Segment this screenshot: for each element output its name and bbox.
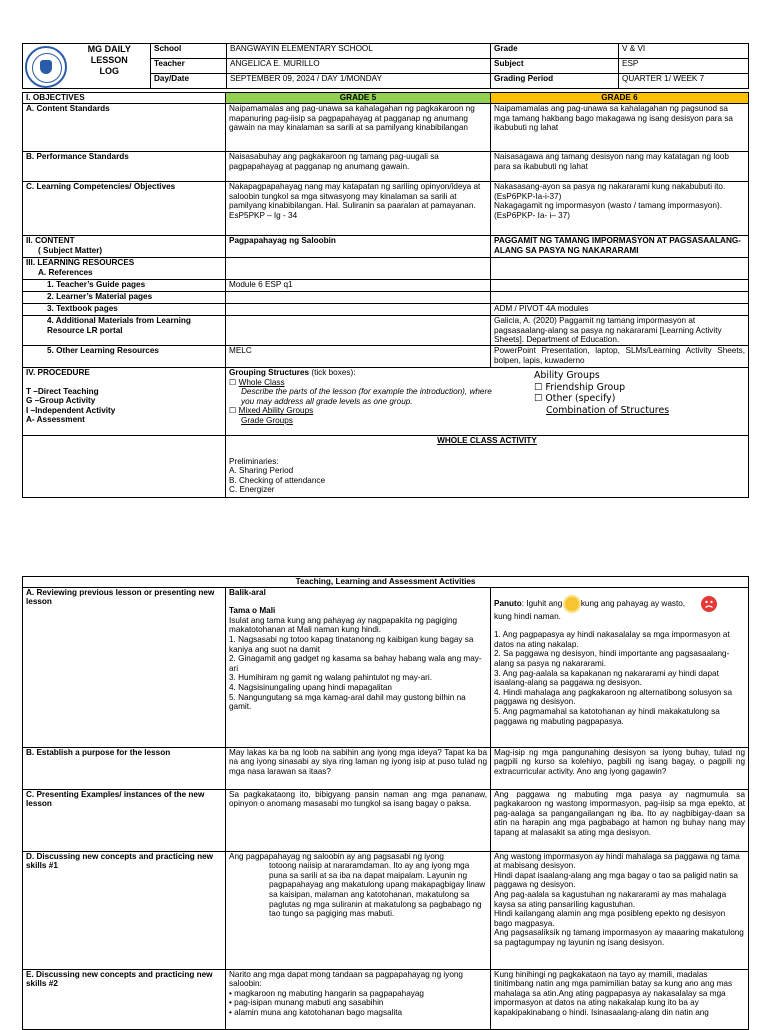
date-label: Day/Date (151, 74, 227, 89)
school-value: BANGWAYIN ELEMENTARY SCHOOL (227, 44, 491, 59)
activities-title: Teaching, Learning and Assessment Activities (23, 577, 749, 588)
resources-label: III. LEARNING RESOURCES (26, 258, 135, 267)
legend-group-activity: G –Group Activity (26, 396, 96, 406)
row-b-g6: Mag-isip ng mga pangunahing desisyon sa iyong buhay, tulad ng pagpili ng kurso sa kolehiyo, pagbili ng isang bagay, o pagpili ng extracurricular activity. Ano ang iyong gagawin? (491, 747, 749, 789)
checkbox-icon[interactable]: ☐ (229, 406, 237, 416)
teachers-guide-g5: Module 6 ESP q1 (226, 280, 491, 292)
row-d-g5-rest: totoong naiisip at nararamdaman. Ito ay ang iyong mga puna sa sarili at sa iba na dapat maipalam. Layunin ng pagpapahayag ang makatulong upang makapagbigay linaw sa kaisipan, malaman ang katotohanan, makatulong sa paglutas ng mga suliranin at makatulong sa pagbabago ng tao tungo sa pagiging mas mabuti. (269, 861, 486, 919)
empty-procedure-cell (23, 436, 226, 498)
mixed-ability-option: Mixed Ability Groups (238, 406, 314, 416)
row-c-g6: Ang paggawa ng mabuting mga pasya ay nagmumula sa pagkakaroon ng wastong impormasyon, pag-iisip sa mga epekto, at pag-aalaga sa pangangailangan ng iba. Ito ay nagbibigay-daan sa atin na harapin ang mga pagbabago at hamon ng buhay nang may tapang at malasakit sa ating mga desisyon. (491, 789, 749, 851)
additional-materials-label: 4. Additional Materials from Learning Resource LR portal (23, 316, 226, 346)
dll-title (69, 44, 151, 89)
procedure-label: IV. PROCEDURE (26, 368, 90, 377)
content-standards-g5: Naipamamalas ang pag-unawa sa kahalagahan ng pagkakaroon ng mapanuring pag-iisip sa pagpapahayag at pagganap ng anumang gawain na may kinalaman sa sarili at sa pamilyang kinabibilangan (226, 104, 491, 152)
whole-class-option: Whole Class (238, 377, 285, 387)
other-resources-g6: PowerPoint Presentation, laptop, SLMs/Learning Activity Sheets, bolpen, lapis, kuwaderno (491, 346, 749, 368)
additional-materials-g5 (226, 316, 491, 346)
row-a-label: A. Reviewing previous lesson or presenting new lesson (23, 587, 226, 747)
content-g5: Pagpapahayag ng Saloobin (226, 236, 491, 258)
row-d-label: D. Discussing new concepts and practicing new skills #1 (23, 851, 226, 969)
school-label: School (151, 44, 227, 59)
list-item: Ang wastong impormasyon ay hindi mahalaga sa paggawa ng tama at mabisang desisyon. (494, 851, 740, 871)
combination-option: Combination of Structures (546, 404, 670, 416)
performance-standards-label: B. Performance Standards (23, 152, 226, 182)
checkbox-icon[interactable]: ☐ (534, 393, 543, 404)
row-b-g5: May lakas ka ba ng loob na sabihin ang iyong mga ideya? Tapat ka ba na ang iyong sinasabi ay siya ring laman ng iyong isip at puso tulad ng mga nasa larawan sa itaas? (226, 747, 491, 789)
list-item: 3. Ang pag-aalala sa kapakanan ng nakararami ay hindi dapat isaalang-alang sa paggawa ng desisyon. (494, 668, 719, 688)
activities-table (22, 576, 749, 1030)
preliminaries-label: Preliminaries: (229, 456, 279, 466)
whole-class-activity-cell (226, 436, 749, 498)
legend-assessment: A- Assessment (26, 415, 85, 425)
panuto-label: Panuto (494, 598, 522, 608)
other-resources-label: 5. Other Learning Resources (23, 346, 226, 368)
deped-logo-cell (23, 44, 69, 89)
row-b-label: B. Establish a purpose for the lesson (23, 747, 226, 789)
list-item: 5. Ang pagmamahal sa katotohanan ay hindi makakatulong sa paggawa ng mabuting pagpapasya. (494, 706, 720, 726)
list-item: 3. Humihiram ng gamit ng walang pahintulot ng may-ari. (229, 673, 432, 683)
grading-period-value: QUARTER 1/ WEEK 7 (619, 74, 749, 89)
row-e-g5-intro: Narito ang mga dapat mong tandaan sa pagpapahayag ng iyong saloobin: (229, 969, 463, 989)
sad-face-icon (701, 596, 717, 612)
checkbox-icon[interactable]: ☐ (534, 381, 543, 393)
panuto-text-c: kung hindi naman. (494, 611, 561, 621)
row-d-g6 (491, 851, 749, 969)
grouping-title: Grouping Structures (229, 368, 310, 377)
row-e-g5 (226, 969, 491, 1029)
teachers-guide-g6 (491, 280, 749, 292)
list-item: 1. Ang pagpapasya ay hindi nakasalalay sa mga impormasyon at datos na ating nakalap. (494, 630, 730, 649)
learners-material-g5 (226, 292, 491, 304)
list-item: Hindi kailangang alamin ang mga posibleng epekto ng desisyon bago magpasya. (494, 909, 726, 928)
objectives-table (22, 92, 749, 498)
content-label: II. CONTENT (26, 236, 75, 245)
competencies-label: C. Learning Competencies/ Objectives (23, 182, 226, 236)
resources-g5 (226, 258, 491, 280)
row-c-g5: Sa pagkakataong ito, bibigyang pansin naman ang mga pananaw, opinyon o anomang masasabi mo tungkol sa isang bagay o paksa. (226, 789, 491, 851)
row-a-g5 (226, 587, 491, 747)
friendship-group-option: Friendship Group (545, 381, 626, 393)
row-c-label: C. Presenting Examples/ instances of the new lesson (23, 789, 226, 851)
grouping-options-right (534, 370, 669, 416)
competency-g6-a: Nakasasang-ayon sa pasya ng nakararami kung nakabubuti ito. (EsP6PKP-Ia-i-37) (494, 182, 726, 201)
content-sub-label: ( Subject Matter) (38, 245, 103, 255)
list-item: 2. Ginagamit ang gadget ng kasama sa bahay habang wala ang may-ari (229, 654, 482, 673)
performance-standards-g5: Naisasabuhay ang pagkakaroon ng tamang pag-uugali sa pagpapahayag at pagganap ng anumang gawain. (226, 152, 491, 182)
subject-label: Subject (491, 59, 619, 74)
list-item: 4. Nagsisinungaling upang hindi mapagalitan (229, 682, 392, 692)
content-standards-g6: Naipamamalas ang pag-unawa sa kahalagahan ng pagsunod sa mga tamang hakbang bago makagawa ng isang desisyon para sa ikabubuti ng lahat (491, 104, 749, 152)
legend-independent-activity: I –Independent Activity (26, 405, 116, 415)
grading-period-label: Grading Period (491, 74, 619, 89)
grouping-note: (tick boxes): (311, 368, 356, 377)
whole-class-description: Describe the parts of the lesson (for example the introduction), where you may address all grade levels as one group. (241, 387, 492, 406)
legend-direct-teaching: T –Direct Teaching (26, 386, 99, 396)
procedure-label-cell (23, 368, 226, 436)
learners-material-g6 (491, 292, 749, 304)
learners-material-label: 2. Learner’s Material pages (23, 292, 226, 304)
prelim-energizer: C. Energizer (229, 485, 275, 495)
competency-g6-b: Nakagagamit ng impormasyon (wasto / tamang impormasyon). (EsP6PKP- Ia- i– 37) (494, 201, 722, 220)
resources-label-cell (23, 258, 226, 280)
checkbox-icon[interactable]: ☐ (229, 377, 237, 387)
row-d-g5-first: Ang pagpapahayag ng saloobin ay ang pagsasabi ng iyong (229, 851, 444, 861)
content-standards-label: A. Content Standards (23, 104, 226, 152)
grade6-header: GRADE 6 (491, 93, 749, 104)
whole-class-activity-title: WHOLE CLASS ACTIVITY (437, 436, 537, 445)
subject-value: ESP (619, 59, 749, 74)
competencies-g5: Nakapagpapahayag nang may katapatan ng sariling opinyon/ideya at saloobin tungkol sa mga sitwasyong may kinalaman sa sarili at pamilyang kinabibilangan. Hal. Suliranin sa paaralan at pamayanan. EsP5PKP – Ig - 34 (226, 182, 491, 236)
row-d-g5 (226, 851, 491, 969)
list-item: • alamin muna ang katotohanan bago magsalita (229, 1007, 403, 1017)
content-label-cell (23, 236, 226, 258)
grouping-structures-cell (226, 368, 749, 436)
teacher-value: ANGELICA E. MURILLO (227, 59, 491, 74)
textbook-label: 3. Textbook pages (23, 304, 226, 316)
list-item: 4. Hindi mahalaga ang pagkakaroon ng alternatibong solusyon sa paggawa ng desisyon. (494, 687, 733, 707)
sun-icon (565, 597, 579, 611)
grade-label: Grade (491, 44, 619, 59)
prelim-attendance: B. Checking of attendance (229, 475, 326, 485)
list-item: 1. Nagsasabi ng totoo kapag tinatanong ng kaibigan kung bagay sa kaniya ang suot na damit (229, 634, 474, 654)
references-label: A. References (38, 267, 93, 277)
content-g6: PAGGAMIT NG TAMANG IMPORMASYON AT PAGSASAALANG-ALANG SA PASYA NG NAKARARAMI (491, 236, 749, 258)
grade-groups-option: Grade Groups (241, 415, 293, 425)
list-item: • magkaroon ng mabuting hangarin sa pagpapahayag (229, 988, 424, 998)
other-option: Other (specify) (545, 393, 616, 404)
textbook-g6: ADM / PIVOT 4A modules (491, 304, 749, 316)
list-item: 5. Nangungutang sa mga kamag-aral dahil may gustong bilhin na gamit. (229, 692, 466, 712)
row-e-g6: Kung hinihingi ng pagkakataon na tayo ay mamili, madalas tinitimbang natin ang mga pamimilian batay sa kung ano ang mas mahalaga sa atin.Ang ating pagpapasya ay nakasalalay sa mga impormasyon at datos na ating nakakalap kung ito ba ay kapakipakinabang o hindi. Isinasaalang-alang din natin ang (491, 969, 749, 1029)
grade-value: V & VI (619, 44, 749, 59)
row-a-g5-intro: Isulat ang tama kung ang pahayag ay nagpapakita ng pagiging makatotohanan at Mali naman kung hindi. (229, 615, 458, 635)
title-line-3: LOG (99, 66, 119, 76)
resources-g6 (491, 258, 749, 280)
date-value: SEPTEMBER 09, 2024 / DAY 1/MONDAY (227, 74, 491, 89)
objectives-heading: I. OBJECTIVES (23, 93, 226, 104)
panuto-text-a: : Iguhit ang (521, 598, 563, 608)
deped-seal-icon (25, 46, 67, 88)
title-line-2: LESSON (90, 55, 128, 65)
list-item: Ang pag-aalala sa kagustuhan ng nakararami ay mas mahalaga kaysa sa ating pansariling kagustuhan. (494, 889, 727, 909)
grade5-header: GRADE 5 (226, 93, 491, 104)
title-line-1: MG DAILY (87, 44, 131, 54)
row-a-g6 (491, 587, 749, 747)
header-table (22, 43, 749, 89)
textbook-g5 (226, 304, 491, 316)
list-item: 2. Sa paggawa ng desisyon, hindi importante ang pagsasaalang-alang sa pasya ng nakararami. (494, 649, 730, 668)
additional-materials-g6: Galicia, A. (2020) Paggamit ng tamang impormasyon at pagsasaalang-alang sa pasya ng nakararami [Learning Activity Sheets]. Department of Education. (491, 316, 749, 346)
teacher-label: Teacher (151, 59, 227, 74)
panuto-text-b: kung ang pahayag ay wasto, (580, 598, 686, 608)
teachers-guide-label: 1. Teacher’s Guide pages (23, 280, 226, 292)
competencies-g6 (491, 182, 749, 236)
other-resources-g5: MELC (226, 346, 491, 368)
row-e-label: E. Discussing new concepts and practicing new skills #2 (23, 969, 226, 1029)
tama-o-mali-title: Tama o Mali (229, 606, 276, 616)
performance-standards-g6: Naisasagawa ang tamang desisyon nang may katatagan ng loob para sa ikabubuti ng lahat (491, 152, 749, 182)
list-item: Ang pagsasaliksik ng tamang impormasyon ay maaaring makatulong sa pagtagumpay ng layunin ng isang desisyon. (494, 928, 744, 947)
list-item: • pag-isipan munang mabuti ang sasabihin (229, 998, 384, 1008)
list-item: Hindi dapat isaalang-alang ang mga bagay o tao sa paligid natin sa paggawa ng desisyon. (494, 870, 738, 890)
prelim-sharing: A. Sharing Period (229, 466, 294, 476)
ability-groups-option: Ability Groups (534, 370, 600, 381)
balik-aral-title: Balik-aral (229, 587, 266, 597)
